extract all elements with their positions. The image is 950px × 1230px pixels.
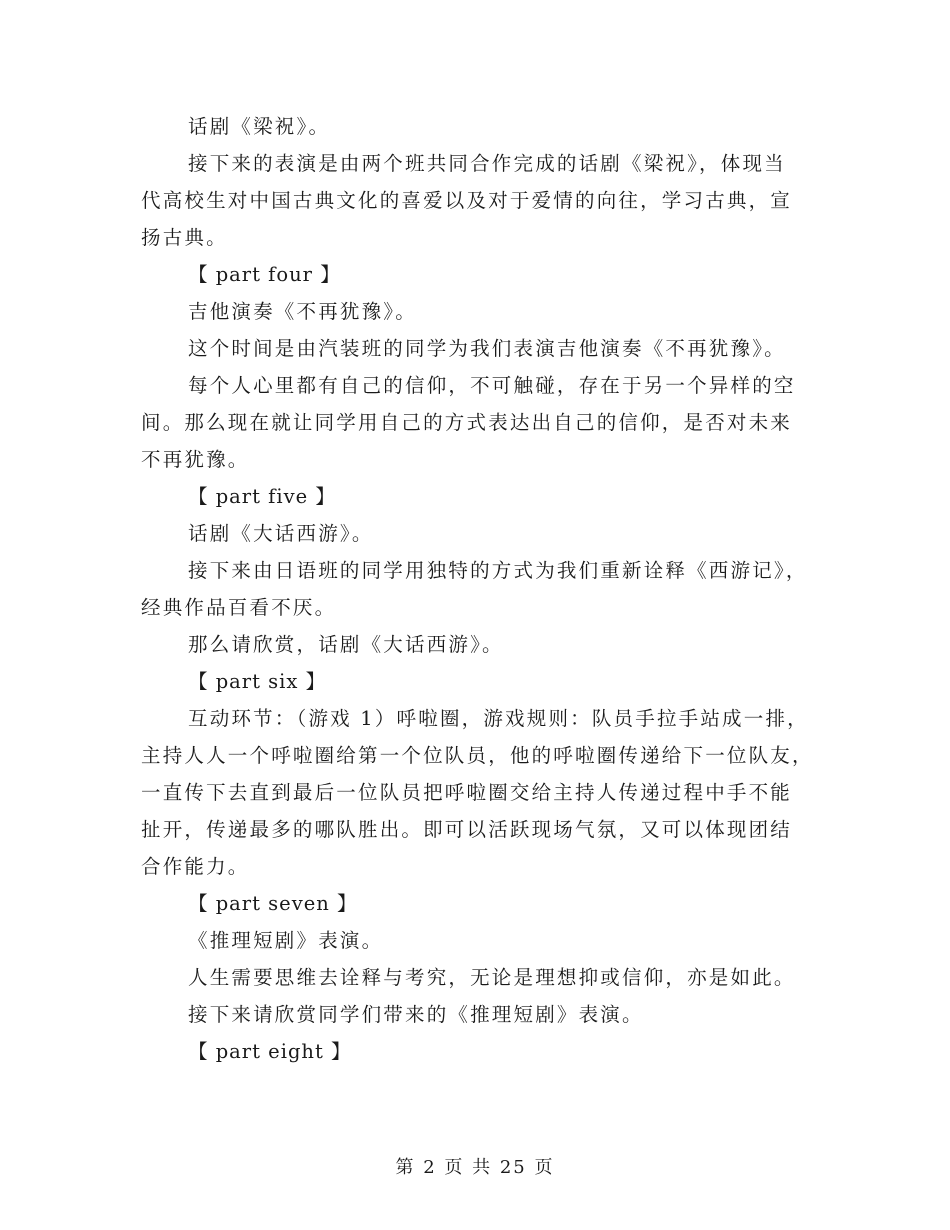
paragraph-line: 每个人心里都有自己的信仰，不可触碰，存在于另一个异样的空 <box>188 374 796 397</box>
paragraph-line: 扯开，传递最多的哪队胜出。即可以活跃现场气氛，又可以体现团结 <box>141 818 793 841</box>
paragraph <box>141 515 821 552</box>
section-heading: 【 part five 】 <box>188 485 336 508</box>
paragraph <box>141 626 821 663</box>
paragraph-line: 互动环节：（游戏 1）呼啦圈，游戏规则：队员手拉手站成一排， <box>188 707 809 730</box>
paragraph <box>141 922 821 959</box>
paragraph-line: 接下来请欣赏同学们带来的《推理短剧》表演。 <box>188 1003 644 1026</box>
section-heading: 【 part seven 】 <box>188 892 358 915</box>
paragraph <box>141 367 821 478</box>
paragraph-line: 主持人人一个呼啦圈给第一个位队员，他的呼啦圈传递给下一位队友， <box>141 744 814 767</box>
paragraph <box>141 293 821 330</box>
paragraph-line: 经典作品百看不厌。 <box>141 596 337 619</box>
paragraph-line: 接下来由日语班的同学用独特的方式为我们重新诠释《西游记》， <box>188 559 808 582</box>
document-body <box>141 108 821 1070</box>
paragraph <box>141 700 821 885</box>
paragraph-line: 《推理短剧》表演。 <box>188 929 384 952</box>
paragraph <box>141 959 821 996</box>
paragraph-line: 人生需要思维去诠释与考究，无论是理想抑或信仰，亦是如此。 <box>188 966 796 989</box>
page-footer: 第 2 页 共 25 页 <box>395 1157 555 1178</box>
paragraph-line: 间。那么现在就让同学用自己的方式表达出自己的信仰，是否对未来 <box>141 411 793 434</box>
paragraph-line: 合作能力。 <box>141 855 250 878</box>
section-heading: 【 part four 】 <box>188 263 341 286</box>
paragraph-line: 一直传下去直到最后一位队员把呼啦圈交给主持人传递过程中手不能 <box>141 781 793 804</box>
paragraph <box>141 145 821 256</box>
paragraph <box>141 996 821 1033</box>
paragraph-line: 扬古典。 <box>141 226 228 249</box>
paragraph-line: 接下来的表演是由两个班共同合作完成的话剧《梁祝》，体现当 <box>188 152 786 175</box>
paragraph-line: 话剧《大话西游》。 <box>188 522 374 545</box>
paragraph-line: 不再犹豫。 <box>141 448 250 471</box>
paragraph-line: 那么请欣赏，话剧《大话西游》。 <box>188 633 504 656</box>
paragraph-line: 吉他演奏《不再犹豫》。 <box>188 300 417 323</box>
section-heading: 【 part eight 】 <box>188 1040 352 1063</box>
paragraph-line: 这个时间是由汽装班的同学为我们表演吉他演奏《不再犹豫》。 <box>188 337 786 360</box>
paragraph <box>141 108 821 145</box>
section-heading: 【 part six 】 <box>188 670 327 693</box>
paragraph <box>141 330 821 367</box>
paragraph-line: 话剧《梁祝》。 <box>188 115 331 138</box>
paragraph <box>141 552 821 626</box>
paragraph-line: 代高校生对中国古典文化的喜爱以及对于爱情的向往，学习古典，宣 <box>141 189 793 212</box>
